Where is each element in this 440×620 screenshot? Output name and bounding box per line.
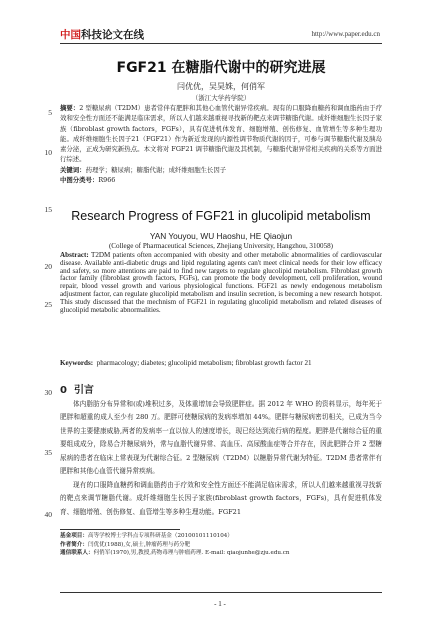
- line-number: 25: [44, 300, 52, 309]
- abstract-cn: [60, 103, 382, 185]
- abstract-cn-text: 摘要：2 型糖尿病（T2DM）患者常伴有肥胖和其他心血管代谢异常疾病。现有的口服降血糖药和调血脂药由于疗效和安全性方面还不能满足临床需求，所以人们越来越重视寻找新的靶点来调节糖脂代谢。成纤维细胞生长因子家族（fibroblast growth factors，FGFs），具有促进机体发育、细胞增殖、创伤修复、血管增生等多种生理功能。成纤维细胞生长因子21（FGF21）作为新近发现的内源性调节物质代谢的因子，可参与调节糖脂代谢及胰岛素分泌，正成为研究新热点。本文将对 FGF21 调节糖脂代谢及其机制，与糖脂代谢异常相关疾病的关系等方面进行综述。: [60, 104, 382, 164]
- body-paragraph-1: 体内脂肪分布异常和(或)堆积过多，及体重增加会导致肥胖症。据 2012 年 WHO 的资料显示，每年死于肥胖和超重的成人至少有 280 万。肥胖可使糖尿病的发病率增加 44%。肥胖与糖尿病密切相关，已成为当今世界的主要健康威胁,两者的发病率一直以惊人的速度增长，现已经达到流行病的程度。肥胖是代谢综合征的重要组成成分，除易合并糖尿病外，常与血脂代谢异常、高血压、高尿酸血症等合并存在，因此肥胖合并 2 型糖尿病的患者在临床上常表现为代谢综合征。2 型糖尿病（T2DM）以糖脂异常代谢为特征。T2DM 患者常伴有肥胖和其他心血管代谢异常疾病。: [60, 400, 382, 476]
- line-number: 5: [48, 108, 52, 117]
- footnotes: [60, 532, 382, 558]
- body-paragraph-2: 现有的口服降血糖药和调血脂药由于疗效和安全性方面还不能满足临床需求，所以人们越来越重视寻找新的靶点来调节糖脂代谢。成纤维细胞生长因子家族(fibroblast growth factors，FGFs)，具有促进机体发育、细胞增殖、创伤修复、血管增生等多种生理功能。FGF21: [60, 481, 382, 516]
- page-header: [0, 0, 440, 46]
- line-number: 30: [44, 388, 52, 397]
- authors-en: YAN Youyou, WU Haoshu, HE Qiaojun: [149, 231, 293, 241]
- page-number: - 1 -: [214, 600, 226, 608]
- line-number: 40: [44, 510, 52, 519]
- keywords-en: Keywords: pharmacology; diabetes; glucolipid metabolism; fibroblast growth factor 21: [60, 359, 312, 367]
- footnote-rule: [60, 529, 180, 530]
- line-number: 15: [44, 205, 52, 214]
- keywords-cn: 关键词：药理学；糖尿病；糖脂代谢；成纤维细胞生长因子: [60, 165, 227, 174]
- footnote-author: 作者简介：闫优优(1988),女,硕士,肿瘤药理与药分靶: [60, 541, 191, 548]
- abstract-en: Abstract: T2DM patients often accompanied with obesity and other metabolic abnormalities of cardiovascular disease. Available anti-diabetic drugs and lipid regulating agents can't meet clinical needs for their low efficacy and safety, so more attentions are paid to find new targets to regulate glucolipid metabolism. Fibroblast growth factor family (fibroblast growth factors, FGFs), can promote the body development, cell proliferation, wound repair, blood vessel growth and various physiological functions. FGF21 as newly endogenous metabolism adjustment factor, can regulate glucolipid metabolism and insulin secretion, is becoming a new research hotspot. This study discussed that the mechnism of FGF21 in regulating glucolipid metabolism and related diseases of glucolipid metabolic abnormalities.: [60, 251, 382, 314]
- affiliation-en: (College of Pharmaceutical Sciences, Zhejiang University, Hangzhou, 310058): [108, 242, 334, 250]
- classification-cn: 中图分类号：R966: [60, 176, 116, 185]
- header-rule: [60, 43, 382, 44]
- paper-title-en: Research Progress of FGF21 in glucolipid metabolism: [71, 209, 371, 223]
- line-number: 35: [44, 448, 52, 457]
- footnote-contact: 通信联系人：何俏军(1970),男,教授,药物毒理与肿瘤药理. E-mail: qiaojunhe@zju.edu.cn: [60, 550, 290, 556]
- authors-cn: 闫优优，吴昊姝，何俏军: [177, 82, 265, 91]
- section-heading: 0 引言: [60, 385, 94, 396]
- line-number: 20: [44, 262, 52, 271]
- footer-rule: [60, 592, 382, 593]
- affiliation-cn: （浙江大学药学院）: [191, 94, 251, 102]
- footnote-fund: 基金项目：高等学校博士学科点专项科研基金（20100101110104）: [60, 533, 233, 539]
- paper-title-cn: FGF21 在糖脂代谢中的研究进展: [116, 60, 326, 76]
- line-number: 10: [44, 148, 52, 157]
- logo: 中国科技论文在线: [60, 29, 144, 41]
- header-url[interactable]: http://www.paper.edu.cn: [311, 30, 380, 38]
